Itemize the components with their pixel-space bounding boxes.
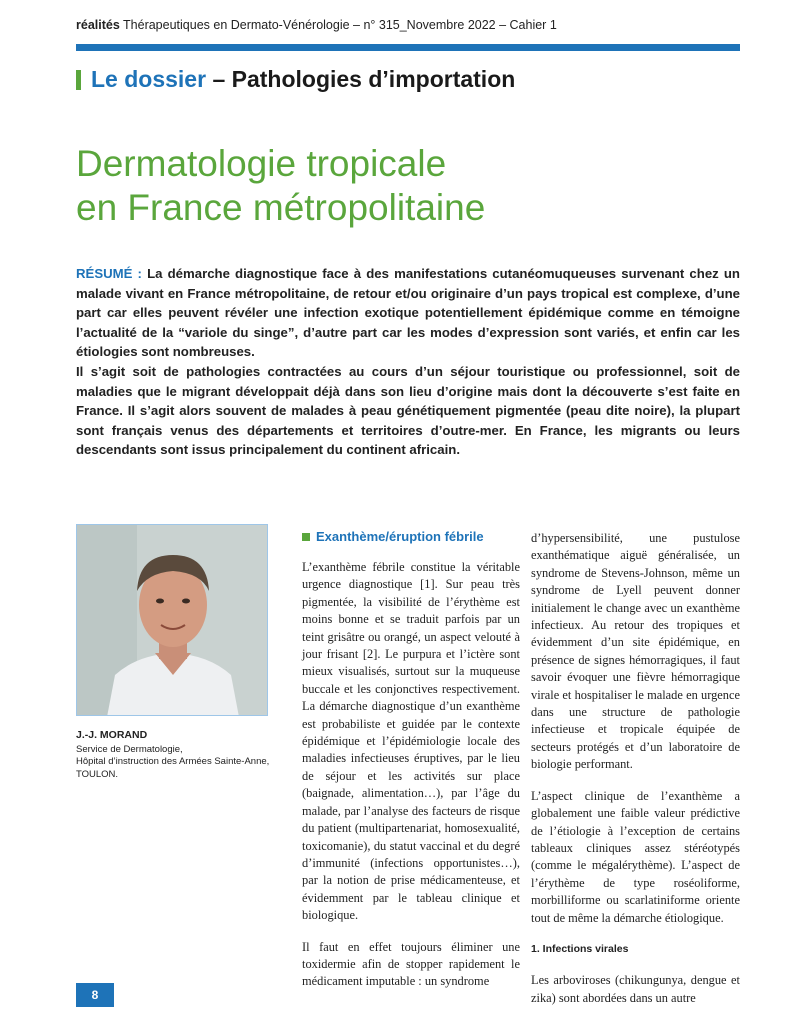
article-title	[76, 142, 676, 230]
body-paragraph-4: L’aspect clinique de l’exanthème a globalement une faible valeur prédictive de l’étiologie à l’exception de certains tableaux cliniques assez stéréotypés (comme le mégalérythème). L’aspect de l’érythème de type roséoliforme, morbilliforme ou scarlatiniforme oriente tout de même la démarche étiologique.	[531, 788, 740, 925]
body-column-1	[302, 559, 520, 1005]
body-column-2	[531, 530, 740, 1021]
section-marker-icon	[302, 533, 310, 541]
body-paragraph-1: L’exanthème fébrile constitue la véritable urgence diagnostique [1]. Sur peau très pigmentée, la visibilité de l’érythème est moins bonne et se traduit parfois par un teint grisâtre ou orangé, un aspect velouté à jour frisant [2]. Le purpura et l’ictère sont mieux visualisés, surtout sur la muqueuse buccale et les conjonctives respectivement. La démarche diagnostique d’un exanthème est probabiliste et guidée par le contexte épidémique et l’épidémiologie locale des maladies infectieuses éruptives, par le lieu de séjour et les activités sur place (baignade, alimentation…), par l’âge du malade, par l’analyse des facteurs de risque du patient (multipartenariat, homosexualité, toxicomanie), du statut vaccinal et du degré d’immunité (infections opportunistes…), par la notion de prise médicamenteuse, et évidemment par le tableau clinique et biologique.	[302, 560, 520, 923]
author-photo	[76, 524, 268, 716]
body-paragraph-2: Il faut en effet toujours éliminer une toxidermie afin de stopper rapidement le médicament imputable : un syndrome	[302, 939, 520, 989]
title-line-1: Dermatologie tropicale	[76, 143, 447, 184]
journal-issue: Thérapeutiques en Dermato-Vénérologie – n° 315_Novembre 2022 – Cahier 1	[123, 18, 557, 32]
dossier-marker-icon	[76, 70, 81, 90]
journal-brand: réalités	[76, 18, 120, 32]
author-block	[76, 729, 286, 781]
body-paragraph-5: Les arboviroses (chikungunya, dengue et zika) sont abordées dans un autre	[531, 973, 740, 1005]
dossier-heading	[76, 66, 515, 93]
section-heading	[302, 529, 484, 544]
dossier-topic: – Pathologies d’importation	[212, 66, 516, 92]
abstract-label: RÉSUMÉ :	[76, 266, 142, 281]
author-name: J.-J. MORAND	[76, 729, 148, 741]
abstract	[76, 264, 740, 460]
page-number: 8	[76, 983, 114, 1007]
author-affiliation-1: Service de Dermatologie,	[76, 743, 183, 755]
section-heading-text: Exanthème/éruption fébrile	[316, 529, 484, 544]
title-line-2: en France métropolitaine	[76, 187, 486, 228]
abstract-paragraph-2: Il s’agit soit de pathologies contractées au cours d’un séjour touristique ou professionnel, soit de maladies que le migrant développait déjà dans son lieu d’origine mais dont la découverte s’est faite en France. Il s’agit alors souvent de malades à peau génétiquement pigmentée (peau dite noire), la plupart sont français venus des départements et territoires d’outre-mer. En France, les migrants ou leurs descendants sont issus principalement du continent africain.	[76, 363, 740, 458]
body-paragraph-3: d’hypersensibilité, une pustulose exanthématique aiguë généralisée, un syndrome de Stevens-Johnson, même un syndrome de Lyell peuvent donner initialement le change avec un exanthème infectieux. Au retour des tropiques et évidemment d’un site épidémique, en présence de signes hémorragiques, il faut savoir évoquer une fièvre hémorragique virale et hospitaliser le malade en urgence dans une structure de pathologie infectieuse et tropicale équipée de secteurs protégés et d’un laboratoire de biologie performant.	[531, 531, 740, 772]
dossier-label: Le dossier	[91, 66, 207, 92]
subheading: 1. Infections virales	[531, 942, 629, 955]
author-affiliation-3: TOULON.	[76, 768, 119, 780]
abstract-paragraph-1: La démarche diagnostique face à des manifestations cutanéomuqueuses survenant chez un malade vivant en France métropolitaine, de retour et/ou originaire d’un pays tropical est complexe, d’une part car elles peuvent révéler une infection exotique potentiellement épidémique comme en témoigne l’actualité de la “variole du singe”, d’autre part car les modes d’expression sont variés, et enfin car les étiologies sont nombreuses.	[76, 266, 740, 360]
running-header	[76, 18, 726, 32]
author-affiliation-2: Hôpital d’instruction des Armées Sainte-Anne,	[76, 756, 270, 767]
header-rule	[76, 44, 740, 51]
